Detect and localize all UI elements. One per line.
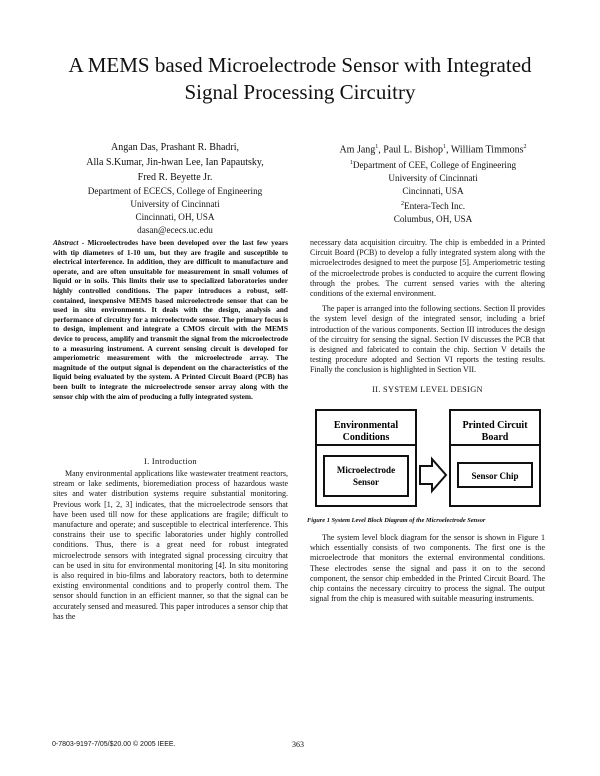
author-names-line-1: Angan Das, Prashant R. Bhadri, [110, 142, 240, 153]
affiliation-location: Cincinnati, OH, USA [135, 212, 215, 222]
abstract [53, 238, 288, 401]
sensor-chip-label: Sensor Chip [471, 471, 519, 481]
author-timmons: , William Timmons [446, 144, 524, 156]
figure-1-caption: Figure 1 System Level Block Diagram of the Microelectrode Sensor [307, 517, 486, 524]
page-number: 363 [292, 740, 304, 749]
section-1-heading: I. Introduction [144, 457, 197, 466]
affil-cee-text: Department of CEE, College of Engineering [352, 160, 517, 171]
abstract-text: - Microelectrodes have been developed over the last few years with tip diameters of 1-10 um, but they are fragile and susceptible to electrical interference. In addition, they are difficult to manufacture and operate, and are often unsuitable for measurement in small volumes of liquid or in soils. This limits their use to specialized laboratories under highly controlled conditions. The paper introduces a robust, self-contained, inexpensive MEMS based microelectrode sensor that can be used in situ environments. It deals with the design, analysis and performance of circuitry for a microelectrode sensor. The primary focus is to design, implement and integrate a CMOS circuit with the MEMS device to process, amplify and transmit the signal from the microelectrode to a measuring instrument. A current sensing circuit is developed for amperiometric measurement with the microelectrode array. The magnitude of the output signal is dependent on the characteristics of the liquid being evaluated by the system. A Printed Circuit Board (PCB) has been built to integrate the microelectrode sensor array along with the sensor chip with the aim of producing a fully integrated system. [53, 238, 288, 401]
affil-entera-text: Entera-Tech Inc. [403, 201, 466, 212]
right-paragraph-2: The paper is arranged into the following sections. Section II provides the system level design of the integrated sensor, including a brief introduction of the various components. Section III introduces the design of the circuitry for sensing the signal. Section IV discusses the PCB that is designed and fabricated to contain the chip. Section V details the testing procedure adopted and Section VI reports the testing results. Finally the conclusion is highlighted in Section VII. [310, 304, 545, 375]
affiliation-entera [318, 198, 548, 213]
author-names-right [318, 140, 548, 157]
title-line-1: A MEMS based Microelectrode Sensor with Integrated [68, 53, 532, 77]
env-title-2: Conditions [342, 432, 390, 443]
env-title-1: Environmental [333, 420, 399, 431]
affiliation-cee [318, 157, 548, 172]
intro-paragraph: Many environmental applications like wastewater treatment reactors, stream or lake sediments, bioremediation process of hazardous waste sites and water distribution systems require substantial monitoring. Previous work [1, 2, 3] indicates, that the microelectrode sensors that have been used till now for these applications are fragile; difficult to manufacture and operate; and susceptible to electrical interference. This constrains their use to specific laboratories under highly controlled conditions. Thus, there is a great need for robust integrated microelectrode sensors with integrated signal processing circuitry that can be used in situ for environmental monitoring [4]. In situ monitoring is also required in bio-films and laboratory reactors, both to determine existing environmental conditions and to properly control them. The sensor should function in an efficient manner, so that the signal can be accurately sensed and measured. This paper introduces a sensor chip that has the [53, 469, 288, 621]
authors-right [318, 140, 548, 226]
author-email[interactable]: dasan@ececs.uc.edu [137, 225, 213, 235]
author-sup-1: 1 [375, 144, 379, 150]
affiliation-dept: Department of ECECS, College of Engineering [87, 186, 263, 196]
affiliation-university-right: University of Cincinnati [388, 173, 478, 184]
affil-sup-1: 1 [349, 160, 353, 167]
right-column [310, 238, 545, 376]
author-jang: Am Jang [339, 144, 376, 156]
section-2-column [310, 533, 545, 604]
microelectrode-label-1: Microelectrode [336, 465, 396, 475]
affil-sup-2: 2 [400, 201, 404, 208]
right-paragraph-1: necessary data acquisition circuitry. The chip is embedded in a Printed Circuit Board (PCB) to develop a fully integrated system along with the microelectrodes designed to meet the purpose [5]. Amperiometric testing of the microelectrode probes is conducted to acquire the current flowing through the probes. The current sensed varies with the altering conditions of the external environment. [310, 238, 545, 299]
left-column [53, 238, 288, 401]
affiliation-university: University of Cincinnati [130, 199, 220, 209]
microelectrode-box [324, 456, 408, 496]
system-block-diagram [310, 404, 545, 514]
footer-copyright: 0-7803-9197-7/05/$20.00 © 2005 IEEE. [52, 741, 176, 748]
section-2-paragraph: The system level block diagram for the sensor is shown in Figure 1 which essentially consists of two components. The first one is the microelectrode that monitors the external environmental conditions. These electrodes sense the signal and pass it on to the second component, the sensor chip embedded in the Printed Circuit Board. The chip contains the necessary circuitry to process the signal. The output signal from the chip is measured with suitable measuring instruments. [310, 533, 545, 604]
intro-column [53, 469, 288, 622]
author-sup-3: 2 [523, 144, 527, 150]
paper-title [20, 52, 580, 106]
author-bishop: , Paul L. Bishop [378, 144, 444, 156]
flow-arrow-icon [420, 459, 446, 491]
affiliation-location-right: Cincinnati, USA [402, 186, 464, 197]
abstract-label: Abstract [53, 238, 79, 247]
pcb-title-2: Board [481, 432, 509, 443]
authors-left [50, 140, 300, 237]
author-names-line-2: Alla S.Kumar, Jin-hwan Lee, Ian Papautsky, [86, 157, 264, 168]
section-2-heading: II. SYSTEM LEVEL DESIGN [372, 385, 483, 394]
pcb-title-1: Printed Circuit [462, 420, 528, 431]
affiliation-columbus: Columbus, OH, USA [393, 214, 473, 225]
microelectrode-label-2: Sensor [352, 477, 380, 487]
author-sup-2: 1 [443, 144, 447, 150]
author-names-line-3: Fred R. Beyette Jr. [137, 172, 213, 183]
title-line-2: Signal Processing Circuitry [184, 80, 416, 104]
